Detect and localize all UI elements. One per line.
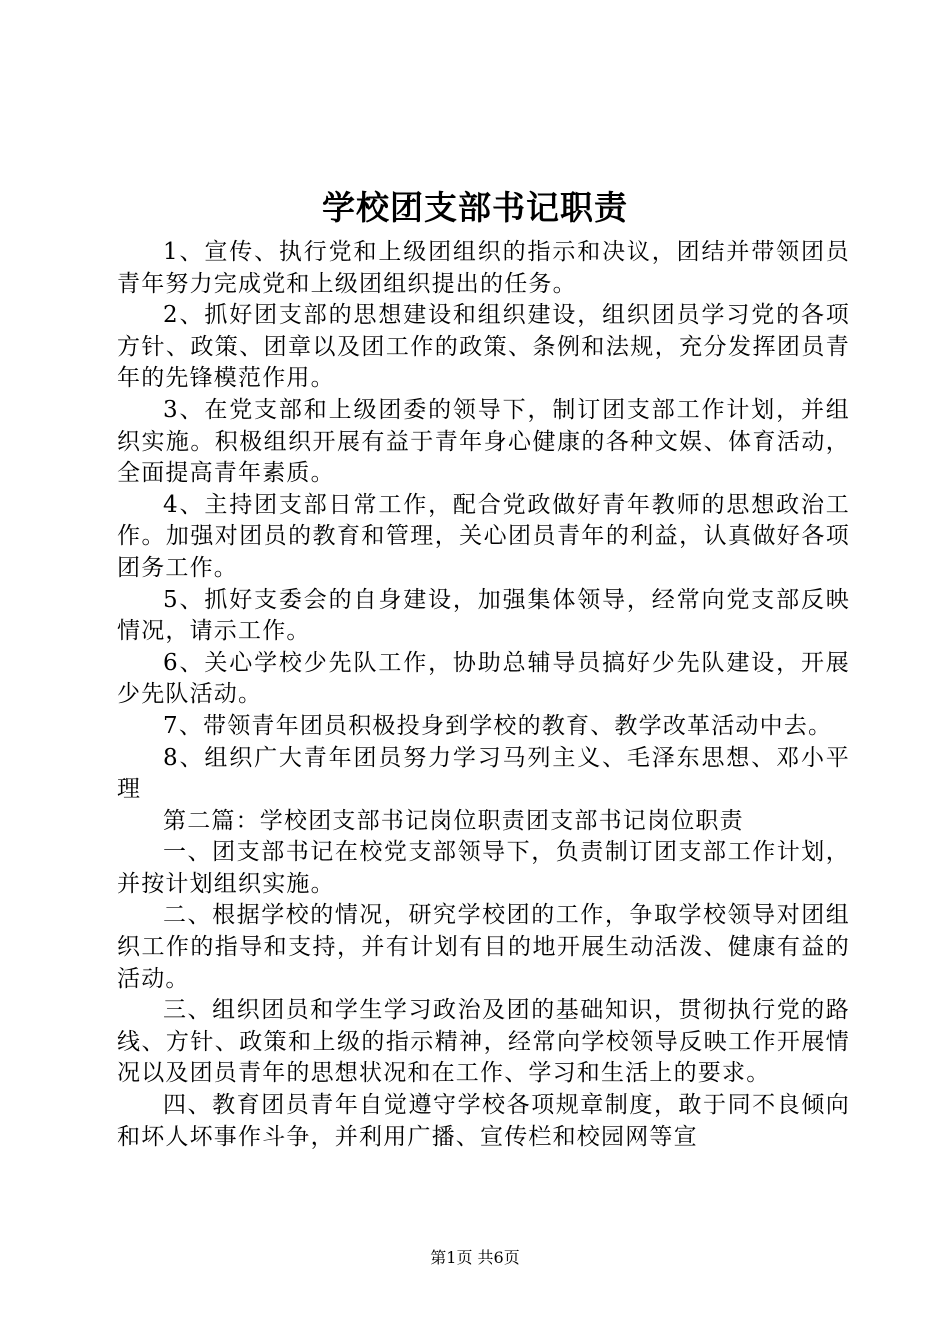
paragraph-part-two-3: 三、组织团员和学生学习政治及团的基础知识，贯彻执行党的路线、方针、政策和上级的指示精神，经常向学校领导反映工作开展情况以及团员青年的思想状况和在工作、学习和生活上的要求。	[117, 997, 850, 1087]
paragraph-part-two-1: 一、团支部书记在校党支部领导下，负责制订团支部工作计划，并按计划组织实施。	[117, 839, 850, 897]
document-body	[117, 237, 850, 1153]
paragraph-7: 7、带领青年团员积极投身到学校的教育、教学改革活动中去。	[163, 712, 833, 739]
section-heading-part-two: 第二篇：学校团支部书记岗位职责团支部书记岗位职责	[163, 807, 744, 834]
document-title: 学校团支部书记职责	[322, 188, 628, 227]
paragraph-5: 5、抓好支委会的自身建设，加强集体领导，经常向党支部反映情况，请示工作。	[117, 586, 850, 645]
paragraph-8: 8、组织广大青年团员努力学习马列主义、毛泽东思想、邓小平理	[117, 744, 850, 803]
paragraph-1: 1、宣传、执行党和上级团组织的指示和决议，团结并带领团员青年努力完成党和上级团组织提出的任务。	[117, 239, 850, 297]
paragraph-3: 3、在党支部和上级团委的领导下，制订团支部工作计划，并组织实施。积极组织开展有益于青年身心健康的各种文娱、体育活动，全面提高青年素质。	[117, 396, 850, 487]
page-number: 第1页 共6页	[430, 1248, 520, 1267]
paragraph-2: 2、抓好团支部的思想建设和组织建设，组织团员学习党的各项方针、政策、团章以及团工作的政策、条例和法规，充分发挥团员青年的先锋模范作用。	[117, 302, 850, 392]
paragraph-part-two-2: 二、根据学校的情况，研究学校团的工作，争取学校领导对团组织工作的指导和支持，并有计划有目的地开展生动活泼、健康有益的活动。	[117, 902, 850, 992]
paragraph-6: 6、关心学校少先队工作，协助总辅导员搞好少先队建设，开展少先队活动。	[117, 649, 850, 708]
paragraph-4: 4、主持团支部日常工作，配合党政做好青年教师的思想政治工作。加强对团员的教育和管理，关心团员青年的利益，认真做好各项团务工作。	[117, 491, 850, 581]
paragraph-part-two-4: 四、教育团员青年自觉遵守学校各项规章制度，敢于同不良倾向和坏人坏事作斗争，并利用广播、宣传栏和校园网等宣	[117, 1092, 850, 1150]
